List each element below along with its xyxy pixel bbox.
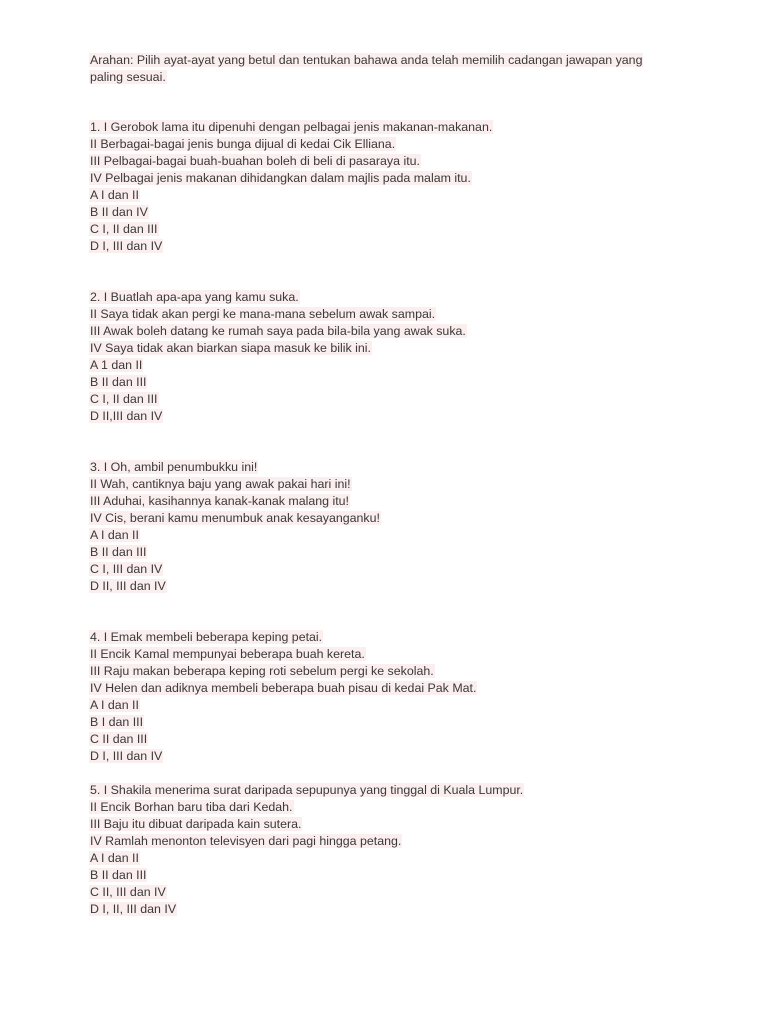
- instructions-line: [89, 52, 689, 69]
- option-a: A I dan II: [90, 698, 139, 712]
- statement-iii: III Awak boleh datang ke rumah saya pada bila-bila yang awak suka.: [90, 324, 466, 338]
- statement-iii: III Raju makan beberapa keping roti sebelum pergi ke sekolah.: [90, 664, 434, 678]
- option-a: A I dan II: [90, 528, 139, 542]
- statement-i: 4. I Emak membeli beberapa keping petai.: [90, 630, 323, 644]
- option-d: D II, III dan IV: [90, 579, 166, 593]
- statement-iii: III Aduhai, kasihannya kanak-kanak malang itu!: [90, 494, 349, 508]
- question-1: [89, 119, 689, 255]
- instructions: [89, 52, 689, 86]
- option-c: C I, II dan III: [90, 392, 158, 406]
- statement-i: 2. I Buatlah apa-apa yang kamu suka.: [90, 290, 299, 304]
- statement-ii: II Berbagai-bagai jenis bunga dijual di kedai Cik Elliana.: [90, 137, 396, 151]
- statement-ii: II Encik Kamal mempunyai beberapa buah kereta.: [90, 647, 365, 661]
- option-b: B I dan III: [90, 715, 144, 729]
- option-a: A 1 dan II: [90, 358, 143, 372]
- question-4: [89, 629, 689, 765]
- statement-iv: IV Pelbagai jenis makanan dihidangkan dalam majlis pada malam itu.: [90, 171, 471, 185]
- instructions-text: paling sesuai.: [90, 70, 166, 84]
- option-c: C I, II dan III: [90, 222, 158, 236]
- option-a: A I dan II: [90, 851, 139, 865]
- instructions-text: Arahan: Pilih ayat-ayat yang betul dan tentukan bahawa anda telah memilih cadangan jawapan yang: [90, 53, 643, 67]
- statement-ii: II Encik Borhan baru tiba dari Kedah.: [90, 800, 293, 814]
- option-c: C II, III dan IV: [90, 885, 166, 899]
- statement-iv: IV Ramlah menonton televisyen dari pagi hingga petang.: [90, 834, 402, 848]
- statement-iv: IV Cis, berani kamu menumbuk anak kesayanganku!: [90, 511, 380, 525]
- option-d: D I, III dan IV: [90, 749, 163, 763]
- statement-i: 3. I Oh, ambil penumbukku ini!: [90, 460, 258, 474]
- statement-i: 5. I Shakila menerima surat daripada sepupunya yang tinggal di Kuala Lumpur.: [90, 783, 524, 797]
- option-d: D II,III dan IV: [90, 409, 163, 423]
- statement-ii: II Wah, cantiknya baju yang awak pakai hari ini!: [90, 477, 351, 491]
- question-3: [89, 459, 689, 595]
- option-b: B II dan IV: [90, 205, 148, 219]
- statement-iv: IV Saya tidak akan biarkan siapa masuk ke bilik ini.: [90, 341, 371, 355]
- question-2: [89, 289, 689, 425]
- option-c: C I, III dan IV: [90, 562, 163, 576]
- option-b: B II dan III: [90, 375, 147, 389]
- statement-ii: II Saya tidak akan pergi ke mana-mana sebelum awak sampai.: [90, 307, 436, 321]
- option-d: D I, III dan IV: [90, 239, 163, 253]
- statement-iv: IV Helen dan adiknya membeli beberapa buah pisau di kedai Pak Mat.: [90, 681, 477, 695]
- instructions-line: [89, 69, 689, 86]
- document-page: [89, 52, 689, 952]
- question-5: [89, 782, 689, 918]
- statement-i: 1. I Gerobok lama itu dipenuhi dengan pelbagai jenis makanan-makanan.: [90, 120, 493, 134]
- option-d: D I, II, III dan IV: [90, 902, 177, 916]
- option-b: B II dan III: [90, 868, 147, 882]
- statement-iii: III Baju itu dibuat daripada kain sutera.: [90, 817, 302, 831]
- option-a: A I dan II: [90, 188, 139, 202]
- statement-iii: III Pelbagai-bagai buah-buahan boleh di beli di pasaraya itu.: [90, 154, 420, 168]
- option-c: C II dan III: [90, 732, 148, 746]
- option-b: B II dan III: [90, 545, 147, 559]
